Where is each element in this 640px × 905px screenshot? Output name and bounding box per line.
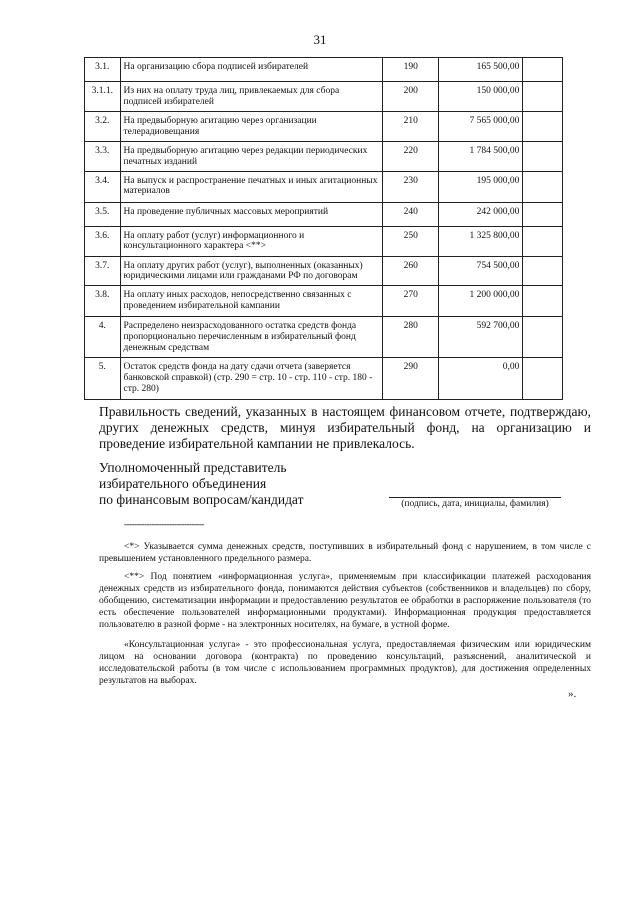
representative-line-1: Уполномоченный представитель (99, 460, 287, 475)
representative-line-3: по финансовым вопросам/кандидат (99, 492, 304, 507)
closing-quote: ». (568, 688, 577, 700)
row-amount: 7 565 000,00 (439, 111, 523, 141)
row-amount: 754 500,00 (439, 256, 523, 286)
row-amount: 1 325 800,00 (439, 226, 523, 256)
row-note (523, 141, 563, 171)
financial-report-table (84, 57, 563, 400)
row-name: На организацию сбора подписей избирателей (120, 58, 383, 82)
table-row (85, 58, 563, 82)
table-row (85, 317, 563, 358)
row-name: На оплату иных расходов, непосредственно связанных с проведением избирательной кампании (120, 286, 383, 317)
row-name: На оплату других работ (услуг), выполненных (оказанных) юридическими лицами или гражданами РФ по договорам (120, 256, 383, 286)
row-name: На предвыборную агитацию через организации телерадиовещания (120, 111, 383, 141)
table-row (85, 286, 563, 317)
footnote-separator: -------------------------------- (124, 519, 204, 529)
row-note (523, 256, 563, 286)
row-number: 3.4. (85, 171, 121, 202)
row-number: 3.7. (85, 256, 121, 286)
table-row (85, 82, 563, 112)
table-row (85, 111, 563, 141)
row-code: 260 (383, 256, 439, 286)
row-note (523, 358, 563, 400)
row-note (523, 111, 563, 141)
row-code: 270 (383, 286, 439, 317)
row-code: 240 (383, 202, 439, 226)
table-row (85, 358, 563, 400)
signature-line (389, 497, 561, 498)
row-name: На проведение публичных массовых мероприятий (120, 202, 383, 226)
table-row (85, 256, 563, 286)
row-amount: 0,00 (439, 358, 523, 400)
row-code: 280 (383, 317, 439, 358)
table-row (85, 141, 563, 171)
row-code: 230 (383, 171, 439, 202)
row-note (523, 171, 563, 202)
row-number: 3.3. (85, 141, 121, 171)
row-number: 3.6. (85, 226, 121, 256)
row-code: 220 (383, 141, 439, 171)
row-note (523, 286, 563, 317)
row-code: 210 (383, 111, 439, 141)
table-row (85, 226, 563, 256)
row-note (523, 58, 563, 82)
row-name: Из них на оплату труда лиц, привлекаемых для сбора подписей избирателей (120, 82, 383, 112)
row-code: 190 (383, 58, 439, 82)
row-note (523, 82, 563, 112)
row-number: 3.8. (85, 286, 121, 317)
row-amount: 1 784 500,00 (439, 141, 523, 171)
row-number: 5. (85, 358, 121, 400)
signature-caption: (подпись, дата, инициалы, фамилия) (401, 499, 549, 509)
representative-block (99, 460, 303, 508)
row-amount: 165 500,00 (439, 58, 523, 82)
row-code: 290 (383, 358, 439, 400)
row-name: На выпуск и распространение печатных и иных агитационных материалов (120, 171, 383, 202)
row-note (523, 317, 563, 358)
representative-line-2: избирательного объединения (99, 476, 267, 491)
row-name: На предвыборную агитацию через редакции периодических печатных изданий (120, 141, 383, 171)
row-amount: 195 000,00 (439, 171, 523, 202)
row-name: Остаток средств фонда на дату сдачи отчета (заверяется банковской справкой) (стр. 290 = стр. 10 - стр. 110 - стр. 180 - стр. 280) (120, 358, 383, 400)
footnote-2: <**> Под понятием «информационная услуга», применяемым при классификации платежей расходования денежных средств из избирательного фонда, понимаются действия субъектов (собственников и владельцев) по сбору, обобщению, систематизации информации и предоставлению результатов ее обработки в распоряжение пользователя (то есть обеспечение пользователей информационными продуктами). Информационная продукция предоставляется пользователю в разной форме - на электронных носителях, на бумаге, в устной форме. (99, 572, 591, 630)
row-amount: 150 000,00 (439, 82, 523, 112)
row-number: 4. (85, 317, 121, 358)
row-name: Распределено неизрасходованного остатка средств фонда пропорционально перечисленным в избирательный фонд денежным средствам (120, 317, 383, 358)
row-number: 3.2. (85, 111, 121, 141)
row-amount: 592 700,00 (439, 317, 523, 358)
row-code: 200 (383, 82, 439, 112)
row-note (523, 226, 563, 256)
row-amount: 1 200 000,00 (439, 286, 523, 317)
row-code: 250 (383, 226, 439, 256)
footnote-3: «Консультационная услуга» - это профессиональная услуга, предоставляемая физическим или юридическим лицом на основании договора (контракта) по проведению консультаций, разъяснений, аналитической и исследовательской работы (в том числе с использованием программных продуктов), для достижения определенных результатов на выборах. (99, 640, 591, 686)
confirmation-statement: Правильность сведений, указанных в настоящем финансовом отчете, подтверждаю, других денежных средств, минуя избирательный фонд, на организацию и проведение избирательной кампании не привлекалось. (99, 404, 591, 451)
footnote-1: <*> Указывается сумма денежных средств, поступивших в избирательный фонд с нарушением, в том числе с превышением установленного предельного размера. (99, 542, 591, 564)
row-amount: 242 000,00 (439, 202, 523, 226)
row-name: На оплату работ (услуг) информационного и консультационного характера <**> (120, 226, 383, 256)
row-number: 3.1. (85, 58, 121, 82)
row-number: 3.1.1. (85, 82, 121, 112)
row-number: 3.5. (85, 202, 121, 226)
page-number: 31 (313, 32, 327, 47)
table-row (85, 202, 563, 226)
row-note (523, 202, 563, 226)
table-row (85, 171, 563, 202)
